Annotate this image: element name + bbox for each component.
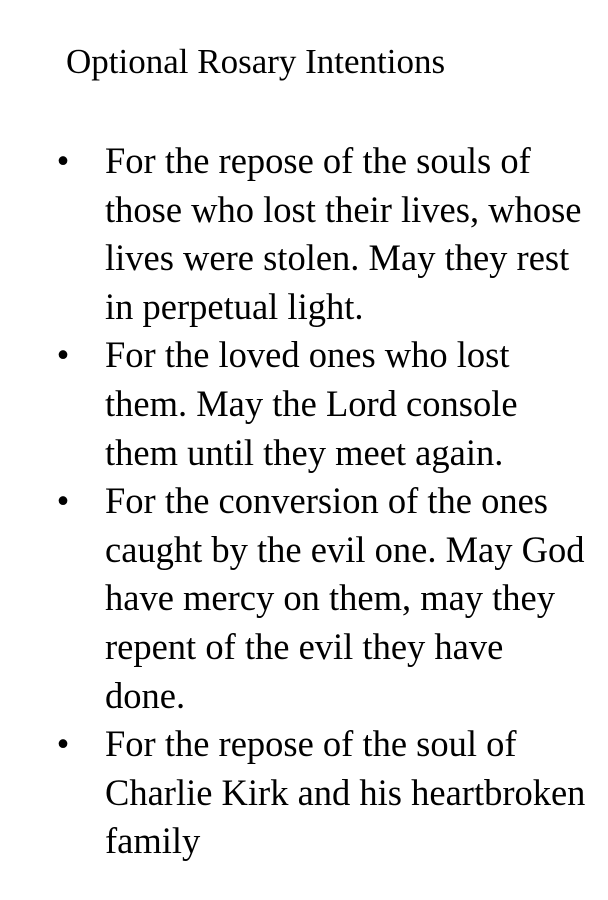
list-item [0, 477, 608, 720]
bullet-icon: • [56, 723, 70, 765]
bullet-icon: • [56, 140, 70, 181]
intention-text: For the loved ones who lost them. May the Lord console them until they meet again. [105, 334, 518, 473]
page-title: Optional Rosary Intentions [66, 42, 446, 81]
intention-text: For the conversion of the ones caught by the evil one. May God have mercy on them, may they repent of the evil they have done. [105, 480, 585, 716]
bullet-icon: • [56, 480, 70, 522]
list-item [0, 720, 608, 866]
list-item [0, 331, 608, 477]
list-item [0, 137, 608, 331]
intentions-list [0, 137, 608, 866]
intention-text: For the repose of the soul of Charlie Kirk and his heartbroken family [105, 723, 586, 862]
bullet-icon: • [56, 334, 70, 376]
intention-text: For the repose of the souls of those who lost their lives, whose lives were stolen. May they rest in perpetual light. [105, 140, 582, 327]
